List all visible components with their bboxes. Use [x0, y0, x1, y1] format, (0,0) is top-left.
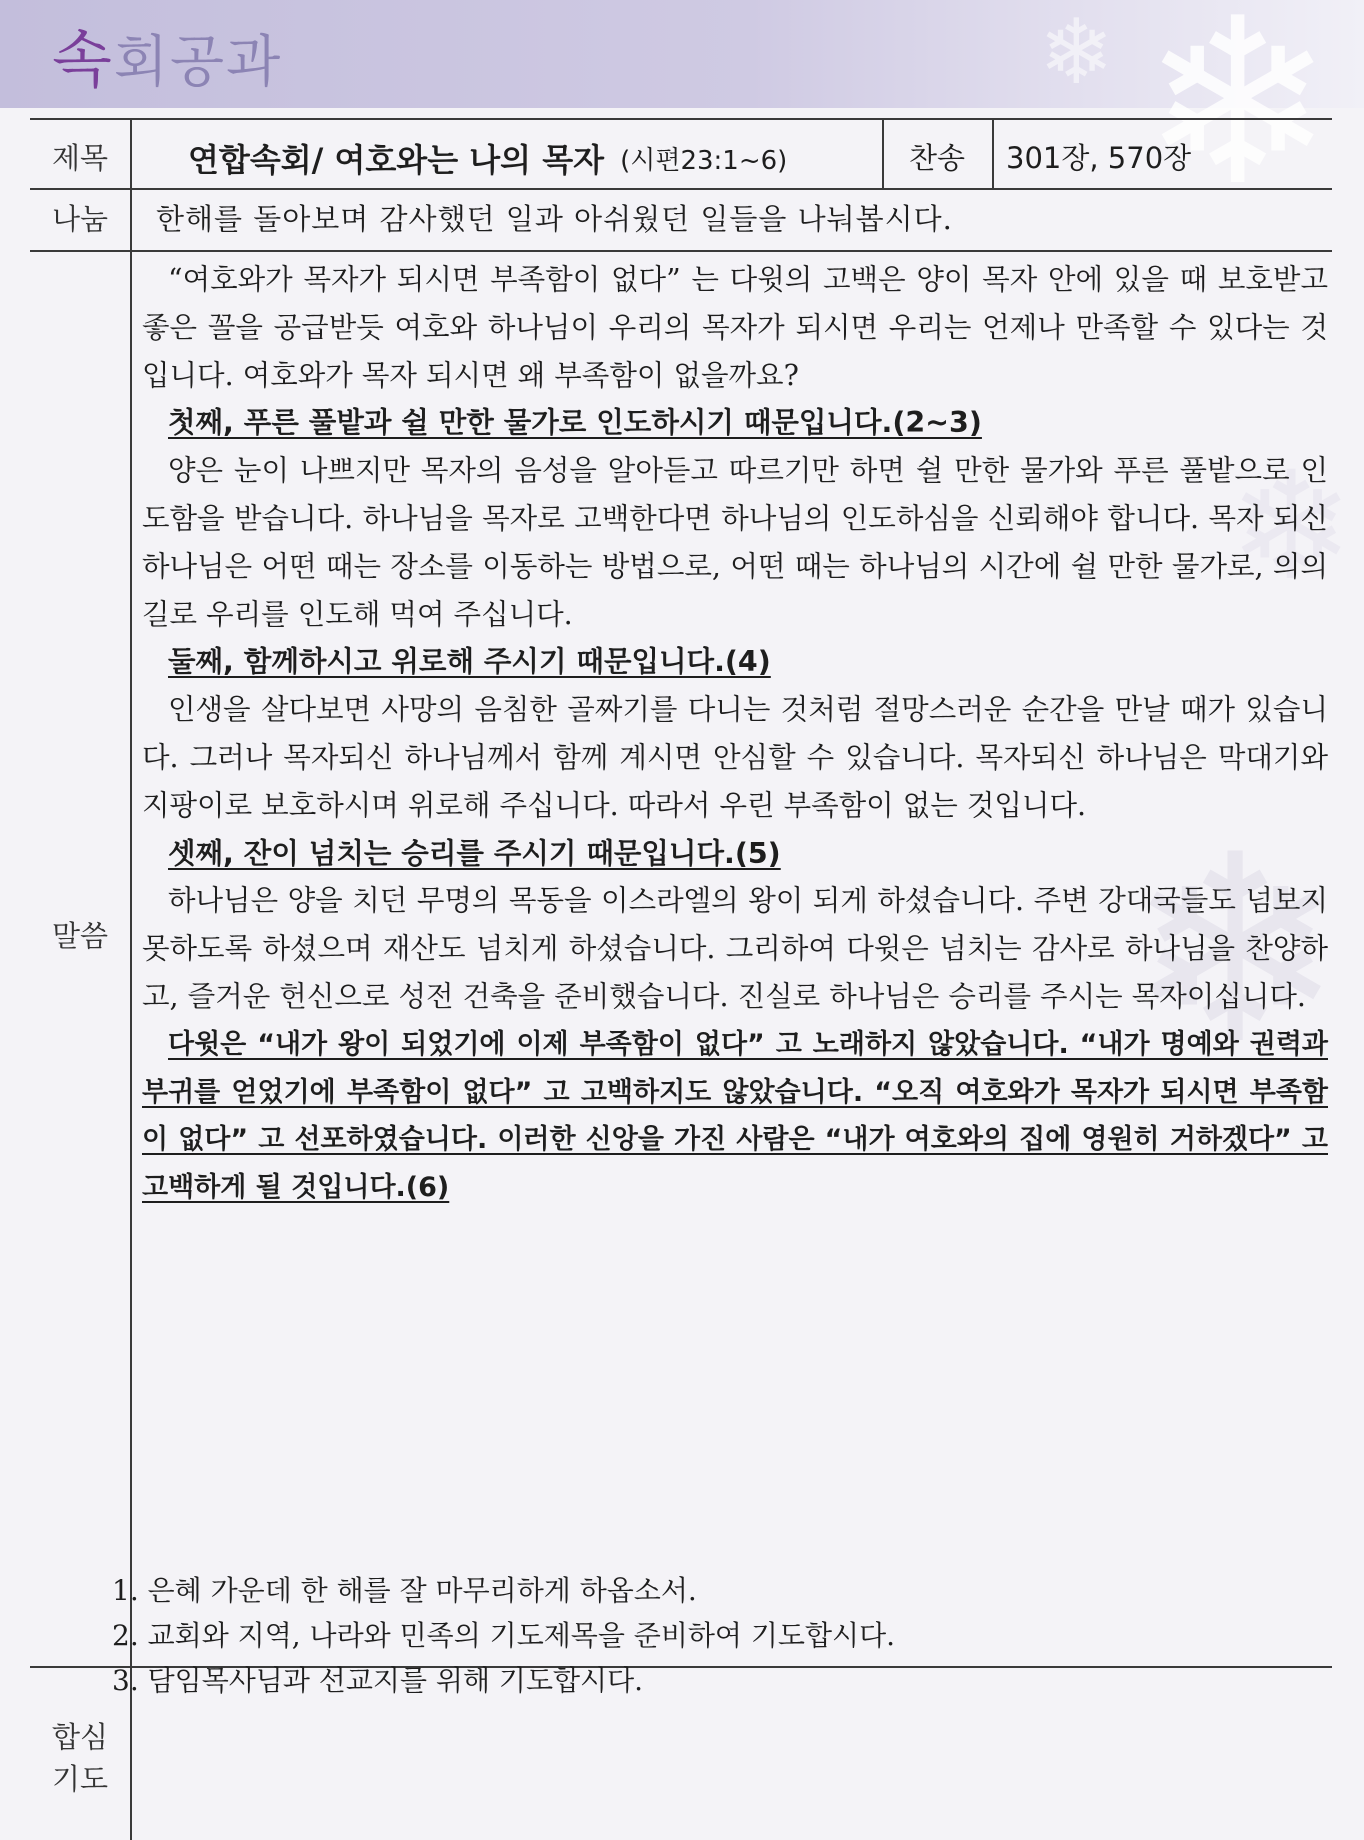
- sermon-closing: 다윗은 “내가 왕이 되었기에 이제 부족함이 없다” 고 노래하지 않았습니다. “내가 명예와 권력과 부귀를 얻었기에 부족함이 없다” 고 고백하지도 않았습니다. “오직 여호와가 목자가 되시면 부족함이 없다” 고 선포하였습니다. 이러한 신앙을 가진 사람은 “내가 여호와의 집에 영원히 거하겠다” 고 고백하게 될 것입니다.(6): [142, 1028, 1328, 1204]
- prayer-label: [30, 1716, 130, 1800]
- title-label: 제목: [51, 141, 109, 175]
- page-title-rest: 회공과: [113, 30, 283, 95]
- point-heading: 셋째, 잔이 넘치는 승리를 주시기 때문입니다.(5): [168, 836, 781, 870]
- prayer-item: 1. 은혜 가운데 한 해를 잘 마무리하게 하옵소서.: [112, 1574, 697, 1607]
- point-body: 양은 눈이 나쁘지만 목자의 음성을 알아듣고 따르기만 하면 쉴 만한 물가와 푸른 풀밭으로 인도함을 받습니다. 하나님을 목자로 고백한다면 하나님의 인도하심을 신뢰해야 합니다. 목자 되신 하나님은 어떤 때는 장소를 이동하는 방법으로, 어떤 때는 하나님의 시간에 쉴 만한 물가로, 의의 길로 우리를 인도해 먹여 주십니다.: [142, 454, 1328, 631]
- point-body: 하나님은 양을 치던 무명의 목동을 이스라엘의 왕이 되게 하셨습니다. 주변 강대국들도 넘보지 못하도록 하셨으며 재산도 넘치게 하셨습니다. 그리하여 다윗은 넘치는 감사로 하나님을 찬양하고, 즐거운 헌신으로 성전 건축을 준비했습니다. 진실로 하나님은 승리를 주시는 목자이십니다.: [142, 884, 1328, 1013]
- sermon-body: [142, 256, 1328, 1212]
- prayer-item: 2. 교회와 지역, 나라와 민족의 기도제목을 준비하여 기도합시다.: [112, 1619, 896, 1652]
- point-heading: 첫째, 푸른 풀밭과 쉴 만한 물가로 인도하시기 때문입니다.(2~3): [168, 406, 982, 440]
- snowflake-icon: ❄: [1126, 800, 1344, 1102]
- word-label: 말씀: [51, 919, 109, 953]
- share-text: 한해를 돌아보며 감사했던 일과 아쉬웠던 일들을 나눠봅시다.: [156, 202, 953, 236]
- lesson-title-main: 연합속회/ 여호와는 나의 목자: [188, 141, 605, 179]
- page-title: [52, 10, 282, 99]
- point-body: 인생을 살다보면 사망의 음침한 골짜기를 다니는 것처럼 절망스러운 순간을 만날 때가 있습니다. 그러나 목자되신 하나님께서 함께 계시면 안심할 수 있습니다. 목자되신 하나님은 막대기와 지팡이로 보호하시며 위로해 주십니다. 따라서 우린 부족함이 없는 것입니다.: [142, 693, 1328, 822]
- prayer-label-line: 합심: [51, 1720, 109, 1754]
- page-title-accent: 속: [52, 23, 114, 96]
- prayer-item: 3. 담임목사님과 선교지를 위해 기도합시다.: [112, 1664, 644, 1697]
- prayer-label-line: 기도: [51, 1762, 109, 1796]
- table-rule: [30, 118, 1332, 120]
- prayer-list: [112, 1568, 1298, 1703]
- snowflake-icon: ❄: [1228, 440, 1354, 614]
- table-rule: [30, 250, 1332, 252]
- hymn-label: 찬송: [908, 141, 966, 175]
- scripture-reference: (시편23:1~6): [620, 145, 788, 176]
- snowflake-icon: ❄: [1141, 0, 1334, 237]
- hymn-value: 301장, 570장: [1006, 141, 1192, 175]
- sermon-intro: “여호와가 목자가 되시면 부족함이 없다” 는 다윗의 고백은 양이 목자 안에 있을 때 보호받고 좋은 꼴을 공급받듯 여호와 하나님이 우리의 목자가 되시면 우리는 언제나 만족할 수 있다는 것입니다. 여호와가 목자 되시면 왜 부족함이 없을까요?: [142, 263, 1328, 392]
- point-heading: 둘째, 함께하시고 위로해 주시기 때문입니다.(4): [168, 645, 771, 679]
- share-label: 나눔: [51, 202, 109, 236]
- snowflake-icon: ❄: [1038, 0, 1114, 105]
